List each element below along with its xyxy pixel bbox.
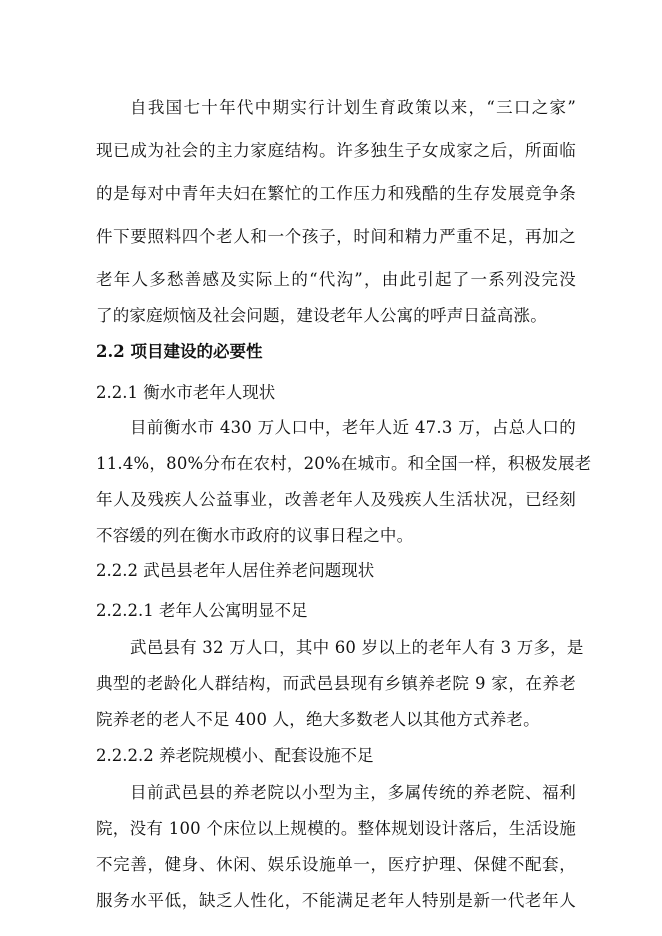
paragraph-line: 院养老的老人不足 400 人，绝大多数老人以其他方式养老。 (96, 710, 540, 729)
paragraph-line: 年人及残疾人公益事业，改善老年人及残疾人生活状况，已经刻 (96, 490, 576, 509)
subsection-heading: 2.2.2 武邑县老年人居住养老问题现状 (96, 561, 375, 580)
section-heading: 2.2 项目建设的必要性 (96, 342, 263, 361)
paragraph-line: 目前衡水市 430 万人口中，老年人近 47.3 万，占总人口的 (130, 418, 576, 437)
paragraph-line: 老年人多愁善感及实际上的“代沟”，由此引起了一系列没完没 (96, 270, 576, 289)
paragraph-line: 现已成为社会的主力家庭结构。许多独生子女成家之后，所面临 (96, 141, 576, 160)
paragraph-line: 武邑县有 32 万人口，其中 60 岁以上的老年人有 3 万多，是 (130, 638, 584, 657)
subsection-heading: 2.2.2.2 养老院规模小、配套设施不足 (96, 746, 374, 765)
paragraph-line: 不完善，健身、休闲、娱乐设施单一，医疗护理、保健不配套， (96, 855, 576, 874)
paragraph-line: 典型的老龄化人群结构，而武邑县现有乡镇养老院 9 家，在养老 (96, 674, 576, 693)
paragraph-line: 服务水平低，缺乏人性化，不能满足老年人特别是新一代老年人 (96, 891, 576, 910)
paragraph-line: 院，没有 100 个床位以上规模的。整体规划设计落后，生活设施 (96, 819, 576, 838)
paragraph-line: 11.4%，80%分布在农村，20%在城市。和全国一样，积极发展老 (96, 454, 592, 473)
paragraph-line: 不容缓的列在衡水市政府的议事日程之中。 (96, 526, 414, 545)
subsection-heading: 2.2.2.1 老年人公寓明显不足 (96, 601, 308, 620)
paragraph-line: 了的家庭烦恼及社会问题，建设老年人公寓的呼声日益高涨。 (96, 306, 547, 325)
paragraph-line: 自我国七十年代中期实行计划生育政策以来，“三口之家” (130, 98, 576, 117)
paragraph-line: 的是每对中青年夫妇在繁忙的工作压力和残酷的生存发展竞争条 (96, 184, 576, 203)
paragraph-line: 件下要照料四个老人和一个孩子，时间和精力严重不足，再加之 (96, 227, 576, 246)
paragraph-line: 目前武邑县的养老院以小型为主，多属传统的养老院、福利 (130, 783, 576, 802)
subsection-heading: 2.2.1 衡水市老年人现状 (96, 383, 276, 402)
